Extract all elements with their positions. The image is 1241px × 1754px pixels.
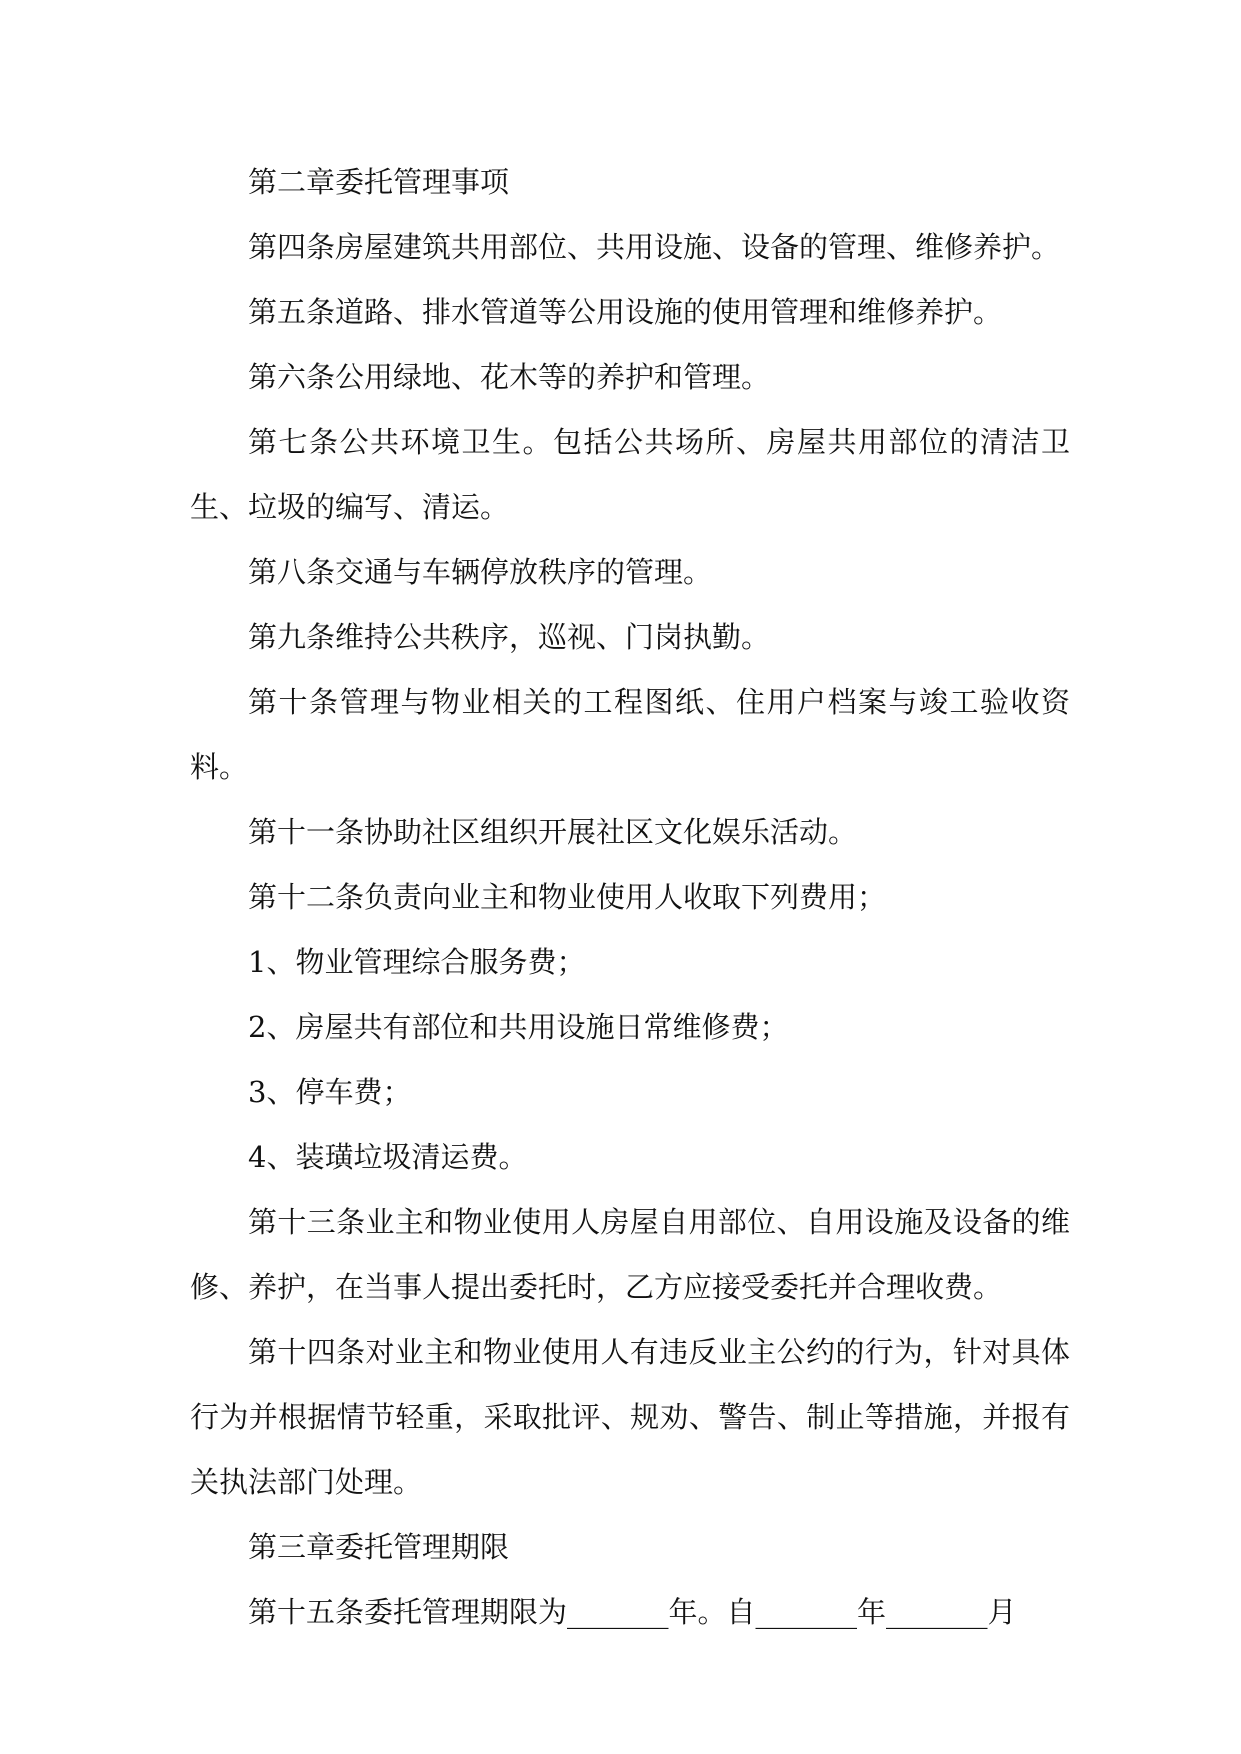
article-15: 第十五条委托管理期限为_______年。自_______年_______月 (248, 1595, 1017, 1629)
fee-item-4: 4、装璜垃圾清运费。 (248, 1140, 528, 1174)
article-4: 第四条房屋建筑共用部位、共用设施、设备的管理、维修养护。 (248, 230, 1061, 264)
article-10: 第十条管理与物业相关的工程图纸、住用户档案与竣工验收资料。 (190, 685, 1070, 784)
article-13: 第十三条业主和物业使用人房屋自用部位、自用设施及设备的维修、养护，在当事人提出委托时，乙方应接受委托并合理收费。 (190, 1205, 1070, 1304)
article-11: 第十一条协助社区组织开展社区文化娱乐活动。 (248, 815, 858, 849)
fee-item-1: 1、物业管理综合服务费； (248, 945, 586, 979)
article-14: 第十四条对业主和物业使用人有违反业主公约的行为，针对具体行为并根据情节轻重，采取批评、规劝、警告、制止等措施，并报有关执法部门处理。 (190, 1335, 1070, 1499)
chapter-heading-3: 第三章委托管理期限 (248, 1530, 510, 1564)
document-body (190, 150, 1070, 1645)
article-9: 第九条维持公共秩序，巡视、门岗执勤。 (248, 620, 771, 654)
article-7: 第七条公共环境卫生。包括公共场所、房屋共用部位的清洁卫生、垃圾的编写、清运。 (190, 425, 1070, 524)
article-6: 第六条公用绿地、花木等的养护和管理。 (248, 360, 771, 394)
fee-item-2: 2、房屋共有部位和共用设施日常维修费； (248, 1010, 789, 1044)
article-8: 第八条交通与车辆停放秩序的管理。 (248, 555, 713, 589)
fee-item-3: 3、停车费； (248, 1075, 412, 1109)
article-5: 第五条道路、排水管道等公用设施的使用管理和维修养护。 (248, 295, 1003, 329)
chapter-heading-2: 第二章委托管理事项 (248, 165, 510, 199)
article-12: 第十二条负责向业主和物业使用人收取下列费用； (248, 880, 887, 914)
